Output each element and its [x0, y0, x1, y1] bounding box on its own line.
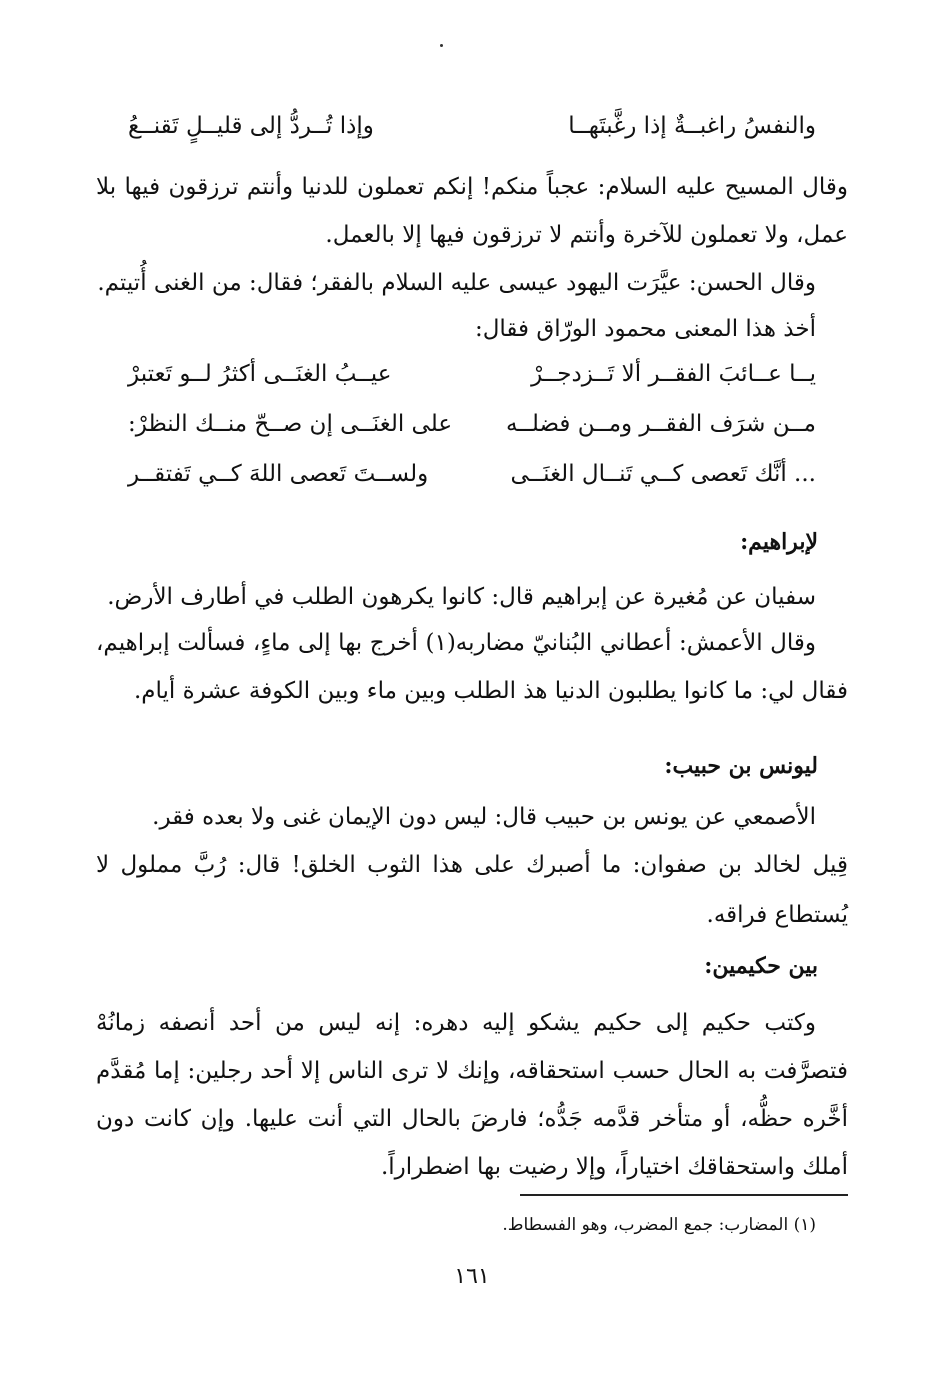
paragraph-line: سفيان عن مُغيرة عن إبراهيم قال: كانوا يكرهون الطلب في أطارف الأرض. [107, 584, 816, 610]
paragraph-line: يُستطاع فراقه. [706, 902, 848, 928]
poem-first-hemistich: مــن شرَف الفقــر ومــن فضلــه [506, 411, 816, 437]
paragraph-line: أخذ هذا المعنى محمود الورّاق فقال: [474, 316, 816, 342]
paragraph-line: الأصمعي عن يونس بن حبيب قال: ليس دون الإيمان غنى ولا بعده فقر. [152, 804, 816, 830]
footnote: (١) المضارب: جمع المضرب، وهو الفسطاط. [502, 1215, 816, 1235]
paragraph-line: أخَّره حظُّه، أو متأخر قدَّمه جَدُّه؛ فارضَ بالحال التي أنت عليها. وإن كانت دون [96, 1106, 848, 1132]
paragraph-line: فقال لي: ما كانوا يطلبون الدنيا هذ الطلب وبين ماء وبين الكوفة عشرة أيام. [133, 678, 848, 704]
paragraph-line: قِيل لخالد بن صفوان: ما أصبرك على هذا الثوب الخلق! قال: رُبَّ مملول لا [96, 852, 848, 878]
paragraph-line: وقال المسيح عليه السلام: عجباً منكم! إنكم تعملون للدنيا وأنتم ترزقون فيها بلا [96, 174, 848, 200]
verse-top-first-hemistich: والنفسُ راغبــةٌ إذا رغَّبتَهــا [568, 113, 816, 139]
section-heading: بين حكيمين: [704, 953, 818, 979]
poem-verse [128, 404, 816, 444]
poem-second-hemistich: عيــبُ الغنَــى أكثرُ لــو تَعتبرْ [128, 361, 392, 387]
footnote-divider [520, 1194, 848, 1196]
paragraph-line: فتصرَّفت به الحال حسب استحقاقه، وإنك لا ترى الناس إلا أحد رجلين: إما مُقدَّم [96, 1058, 848, 1084]
section-heading: لإبراهيم: [740, 529, 818, 555]
paragraph-line: أملك واستحقاقك اختياراً، وإلا رضيت بها اضطراراً. [380, 1154, 848, 1180]
poem-first-hemistich: ... أنَّك تَعصى كــي تَنــال الغنَــى [510, 461, 816, 487]
poem-first-hemistich: يــا عــائبَ الفقــر ألا تَــزدجــرْ [531, 361, 816, 387]
paragraph-line: وقال الحسن: عيَّرَت اليهود عيسى عليه السلام بالفقر؛ فقال: من الغنى أُتيتم. [97, 270, 816, 296]
poem-verse [128, 454, 816, 494]
speck [440, 44, 443, 47]
page-number: ١٦١ [454, 1264, 490, 1289]
paragraph-line: وكتب حكيم إلى حكيم يشكو إليه دهره: إنه ليس من أحد أنصفه زمانُهْ [96, 1010, 816, 1036]
paragraph-line: عمل، ولا تعملون للآخرة وأنتم لا ترزقون فيها إلا بالعمل. [325, 222, 848, 248]
section-heading: ليونس بن حبيب: [664, 753, 818, 779]
poem-second-hemistich: على الغنَــى إن صــحّ منــك النظرْ: [128, 411, 453, 437]
verse-top [128, 106, 816, 146]
paragraph-line: وقال الأعمش: أعطاني البُنانيّ مضاربه(١) أخرج بها إلى ماءٍ، فسألت إبراهيم، [96, 630, 816, 656]
verse-top-second-hemistich: وإذا تُــردُّ إلى قليــلٍ تَقنــعُ [128, 113, 374, 139]
poem-verse [128, 354, 816, 394]
poem-second-hemistich: ولســتَ تَعصى اللهَ كــي تَفتقــر [128, 461, 429, 487]
